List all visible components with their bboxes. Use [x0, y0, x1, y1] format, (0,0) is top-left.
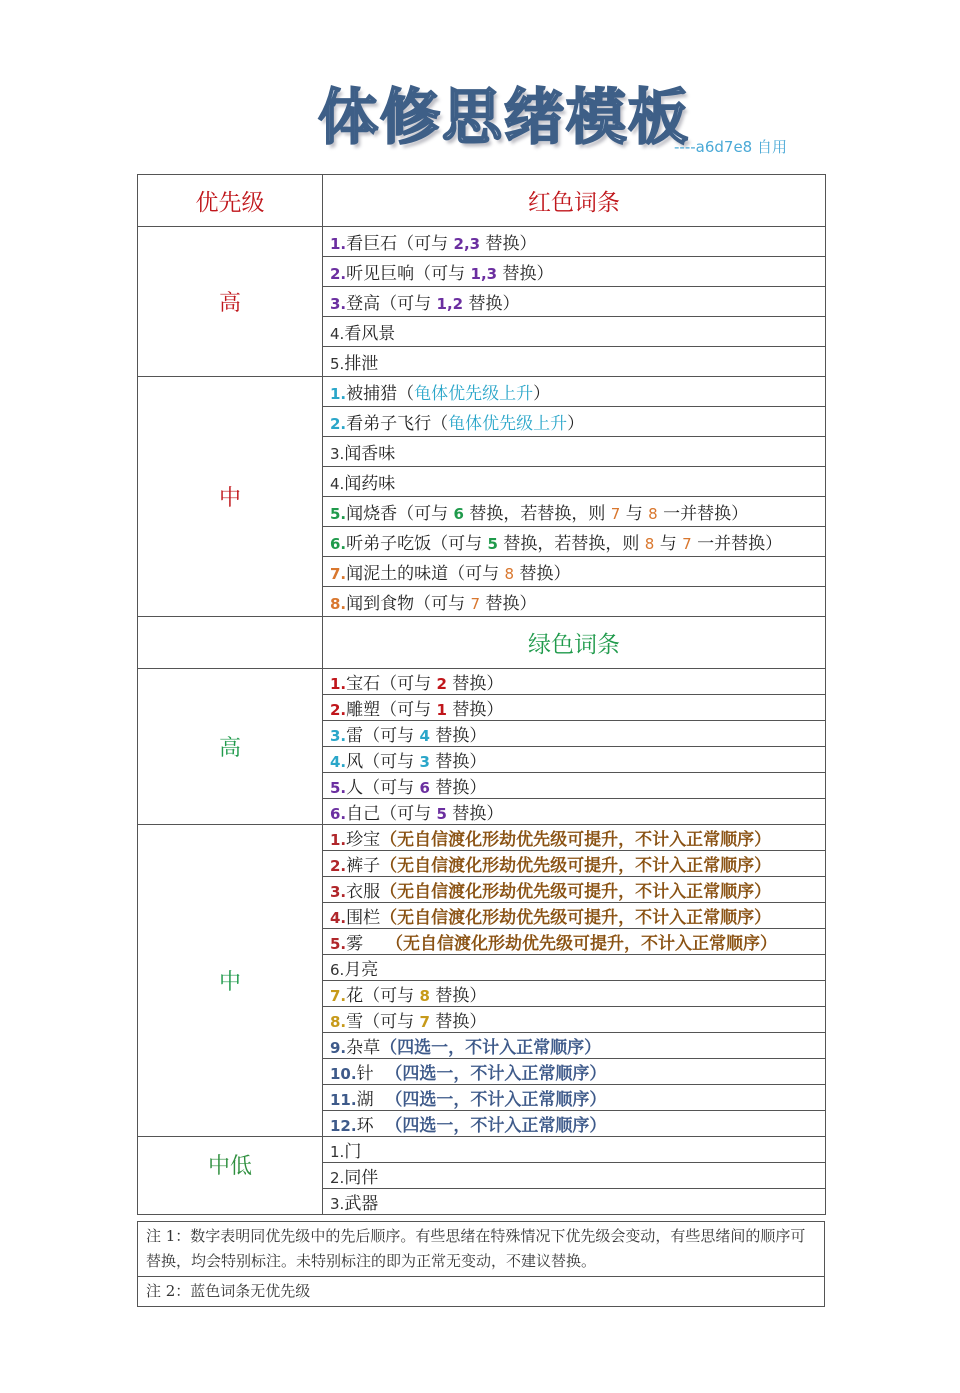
list-item: 8.雪（可与 7 替换）	[323, 1007, 826, 1033]
list-item: 2.同伴	[323, 1163, 826, 1189]
list-item: 3.登高（可与 1,2 替换）	[323, 287, 826, 317]
list-item: 6.听弟子吃饭（可与 5 替换，若替换，则 8 与 7 一并替换）	[323, 527, 826, 557]
list-item: 9.杂草（四选一，不计入正常顺序）	[323, 1033, 826, 1059]
notes-table	[137, 1221, 825, 1307]
list-item: 6.自己（可与 5 替换）	[323, 799, 826, 825]
list-item: 3.武器	[323, 1189, 826, 1215]
list-item: 7.闻泥土的味道（可与 8 替换）	[323, 557, 826, 587]
priority-header: 优先级	[138, 175, 323, 227]
list-item: 6.月亮	[323, 955, 826, 981]
list-item: 4.风（可与 3 替换）	[323, 747, 826, 773]
table-row	[138, 1137, 826, 1163]
table-row	[138, 227, 826, 257]
list-item: 1.看巨石（可与 2,3 替换）	[323, 227, 826, 257]
list-item: 5.排泄	[323, 347, 826, 377]
list-item: 2.雕塑（可与 1 替换）	[323, 695, 826, 721]
list-item: 2.听见巨响（可与 1,3 替换）	[323, 257, 826, 287]
list-item: 1.门	[323, 1137, 826, 1163]
list-item: 1.宝石（可与 2 替换）	[323, 669, 826, 695]
note-1: 注 1：数字表明同优先级中的先后顺序。有些思绪在特殊情况下优先级会变动，有些思绪间的顺序可替换，均会特别标注。未特别标注的即为正常无变动，不建议替换。	[138, 1222, 825, 1277]
priority-high-cell: 高	[138, 669, 323, 825]
list-item: 8.闻到食物（可与 7 替换）	[323, 587, 826, 617]
author-tag: ----a6d7e8 自用	[674, 138, 787, 156]
note-2: 注 2：蓝色词条无优先级	[138, 1277, 825, 1307]
list-item: 3.衣服（无自信渡化形劫优先级可提升，不计入正常顺序）	[323, 877, 826, 903]
table-row	[138, 825, 826, 851]
list-item: 2.裤子（无自信渡化形劫优先级可提升，不计入正常顺序）	[323, 851, 826, 877]
list-item: 4.围栏（无自信渡化形劫优先级可提升，不计入正常顺序）	[323, 903, 826, 929]
priority-high-cell: 高	[138, 227, 323, 377]
list-item: 4.看风景	[323, 317, 826, 347]
list-item: 1.珍宝（无自信渡化形劫优先级可提升，不计入正常顺序）	[323, 825, 826, 851]
list-item: 2.看弟子飞行（龟体优先级上升）	[323, 407, 826, 437]
list-item: 3.闻香味	[323, 437, 826, 467]
template-table	[137, 174, 826, 1215]
list-item: 5.闻烧香（可与 6 替换，若替换，则 7 与 8 一并替换）	[323, 497, 826, 527]
page-title: 体修思绪模板	[318, 83, 690, 153]
priority-mid-cell: 中	[138, 825, 323, 1137]
list-item: 4.闻药味	[323, 467, 826, 497]
list-item: 1.被捕猎（龟体优先级上升）	[323, 377, 826, 407]
list-item: 11.湖 （四选一，不计入正常顺序）	[323, 1085, 826, 1111]
list-item: 10.针 （四选一，不计入正常顺序）	[323, 1059, 826, 1085]
list-item: 7.花（可与 8 替换）	[323, 981, 826, 1007]
empty-header-cell	[138, 617, 323, 669]
priority-mid-cell: 中	[138, 377, 323, 617]
priority-midlow-cell: 中低	[138, 1137, 323, 1215]
red-entries-header: 红色词条	[323, 175, 826, 227]
table-row	[138, 669, 826, 695]
red-header-row	[138, 175, 826, 227]
green-entries-header: 绿色词条	[323, 617, 826, 669]
list-item: 12.环 （四选一，不计入正常顺序）	[323, 1111, 826, 1137]
list-item: 5.人（可与 6 替换）	[323, 773, 826, 799]
table-row	[138, 377, 826, 407]
green-header-row	[138, 617, 826, 669]
list-item: 5.雾 （无自信渡化形劫优先级可提升，不计入正常顺序）	[323, 929, 826, 955]
list-item: 3.雷（可与 4 替换）	[323, 721, 826, 747]
